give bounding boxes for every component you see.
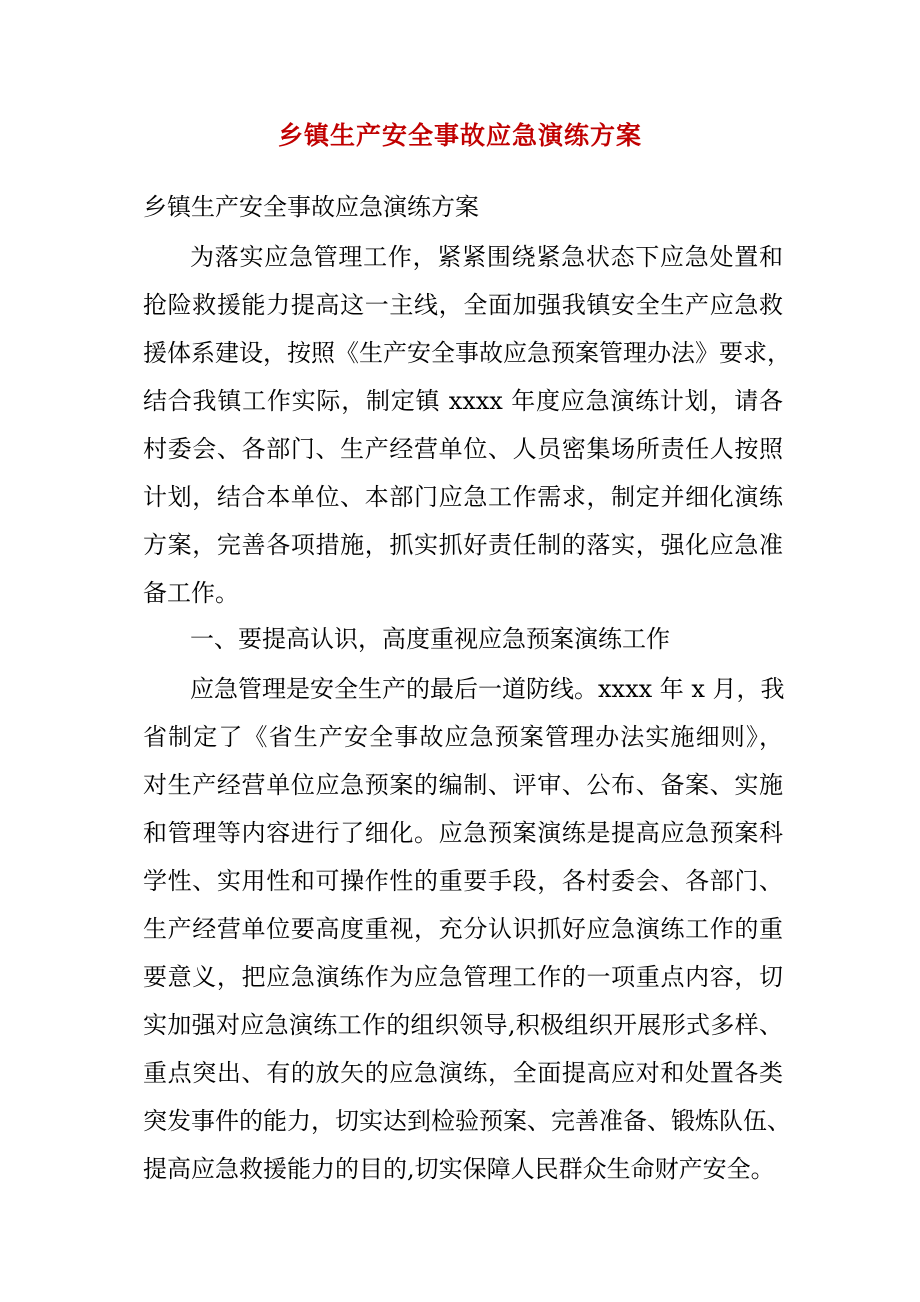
- paragraph-line: 备工作。: [143, 579, 239, 607]
- paragraph-line: 应急管理是安全生产的最后一道防线。xxxx 年 x 月，我: [190, 675, 785, 703]
- paragraph-line: 要意义，把应急演练作为应急管理工作的一项重点内容，切: [143, 963, 783, 991]
- paragraph-line: 抢险救援能力提高这一主线，全面加强我镇安全生产应急救: [143, 291, 783, 319]
- paragraph-line: 和管理等内容进行了细化。应急预案演练是提高应急预案科: [143, 819, 783, 847]
- section-heading: 一、要提高认识，高度重视应急预案演练工作: [190, 625, 670, 653]
- paragraph-line: 援体系建设，按照《生产安全事故应急预案管理办法》要求，: [143, 339, 791, 367]
- paragraph-line: 计划，结合本单位、本部门应急工作需求，制定并细化演练: [143, 483, 783, 511]
- paragraph-line: 村委会、各部门、生产经营单位、人员密集场所责任人按照: [143, 435, 783, 463]
- paragraph-line: 对生产经营单位应急预案的编制、评审、公布、备案、实施: [143, 771, 783, 799]
- paragraph-line: 突发事件的能力，切实达到检验预案、完善准备、锻炼队伍、: [143, 1107, 791, 1135]
- document-subtitle: 乡镇生产安全事故应急演练方案: [143, 193, 479, 221]
- paragraph-line: 实加强对应急演练工作的组织领导,积极组织开展形式多样、: [143, 1011, 783, 1039]
- paragraph-line: 提高应急救援能力的目的,切实保障人民群众生命财产安全。: [143, 1155, 775, 1183]
- paragraph-line: 学性、实用性和可操作性的重要手段，各村委会、各部门、: [143, 867, 783, 895]
- document-title: 乡镇生产安全事故应急演练方案: [277, 121, 642, 150]
- paragraph-line: 为落实应急管理工作，紧紧围绕紧急状态下应急处置和: [190, 243, 783, 271]
- paragraph-line: 方案，完善各项措施，抓实抓好责任制的落实，强化应急准: [143, 531, 783, 559]
- paragraph-line: 结合我镇工作实际，制定镇 xxxx 年度应急演练计划，请各: [143, 387, 783, 415]
- paragraph-line: 省制定了《省生产安全事故应急预案管理办法实施细则》，: [143, 723, 783, 751]
- paragraph-line: 重点突出、有的放矢的应急演练，全面提高应对和处置各类: [143, 1059, 783, 1087]
- paragraph-line: 生产经营单位要高度重视，充分认识抓好应急演练工作的重: [143, 915, 783, 943]
